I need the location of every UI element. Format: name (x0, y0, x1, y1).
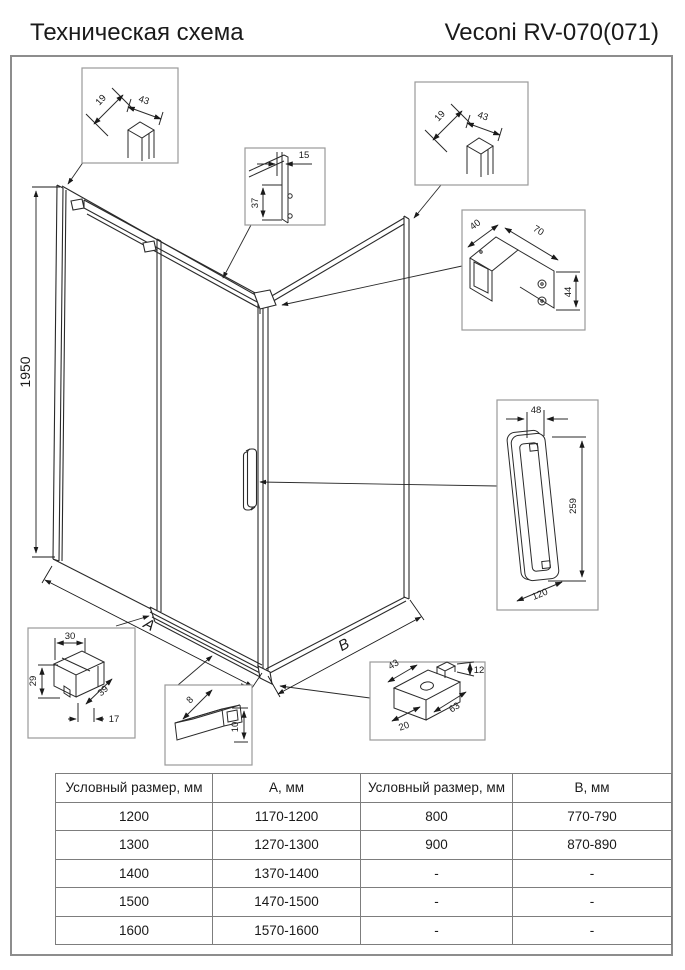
dim-a-label: A (140, 615, 158, 635)
corner-cap-top (254, 290, 276, 314)
dim-39-label: 39 (95, 683, 111, 699)
side-panel-top-edge (270, 218, 404, 303)
cell: 1270-1300 (213, 831, 361, 860)
dim-70-label: 70 (530, 223, 546, 239)
cell: 770-790 (513, 802, 672, 831)
main-dimensions (32, 187, 424, 697)
bottom-track (150, 607, 266, 680)
dim-b-label: B (335, 635, 353, 655)
cell: - (513, 859, 672, 888)
table-row (56, 916, 672, 945)
fixed-panel-bottom-edge (53, 559, 151, 609)
dim-1950-label: 1950 (17, 356, 33, 388)
table-header-row (56, 774, 672, 803)
cell: - (361, 888, 513, 917)
dim-20-label: 20 (397, 719, 411, 734)
frame-bottom-guide (370, 662, 485, 740)
cell: - (361, 916, 513, 945)
leader-magnet-profile-1 (178, 656, 212, 685)
cell: 1470-1500 (213, 888, 361, 917)
dim-15-label: 15 (298, 150, 310, 161)
wall-bracket-1 (71, 199, 84, 210)
dim-29-label: 29 (28, 675, 39, 687)
dim-48-label: 48 (530, 405, 542, 416)
cell: 1300 (56, 831, 213, 860)
dim-37-label: 37 (250, 197, 261, 209)
col-header-nominal-a: Условный размер, мм (56, 774, 213, 803)
main-enclosure (53, 185, 409, 684)
detail-frames (28, 68, 598, 765)
dim-19-label: 19 (93, 92, 109, 108)
cell: 1600 (56, 916, 213, 945)
cell: 800 (361, 802, 513, 831)
col-header-nominal-b: Условный размер, мм (361, 774, 513, 803)
left-wall-profile (53, 185, 66, 561)
wall-bracket-2 (143, 241, 156, 252)
top-rail (84, 197, 261, 308)
leader-lines (68, 161, 497, 698)
leader-glass-profile-left (68, 161, 84, 184)
corner-piece-bottom (258, 666, 272, 684)
leader-glass-profile-right (414, 185, 441, 218)
cell: - (513, 888, 672, 917)
dim-44-label: 44 (563, 286, 574, 298)
dim-40-label: 40 (467, 217, 484, 233)
dim-10-label: 10 (230, 721, 241, 733)
col-header-a: А, мм (213, 774, 361, 803)
table-row (56, 888, 672, 917)
side-wall-profile (404, 216, 409, 599)
cell: - (513, 916, 672, 945)
dim-43-label: 43 (137, 93, 151, 108)
dim-12-label: 12 (473, 665, 485, 676)
cell: 1400 (56, 859, 213, 888)
table-row (56, 802, 672, 831)
cell: 1570-1600 (213, 916, 361, 945)
cell: 1170-1200 (213, 802, 361, 831)
dim-259-label: 259 (568, 498, 579, 514)
dim-30-label: 30 (64, 631, 76, 642)
cell: 1500 (56, 888, 213, 917)
dim-8-label: 8 (184, 694, 196, 706)
leader-wall-profile (223, 225, 251, 278)
dim-17-label: 17 (108, 714, 120, 725)
model-title: Veconi RV-070(071) (444, 18, 659, 46)
col-header-b: В, мм (513, 774, 672, 803)
dim-63-label: 63 (447, 700, 463, 716)
frame-glass-profile-left (82, 68, 178, 163)
cell: 1200 (56, 802, 213, 831)
table-row (56, 831, 672, 860)
frame-glass-profile-right (415, 82, 528, 185)
dim-43g-label: 43 (386, 657, 402, 673)
leader-bottom-guide (280, 686, 370, 698)
cell: 900 (361, 831, 513, 860)
dim-120-label: 120 (530, 586, 550, 603)
leader-corner-bracket (282, 266, 462, 305)
corner-post (258, 296, 268, 672)
table-row (56, 859, 672, 888)
door-handle (244, 449, 257, 510)
cell: 1370-1400 (213, 859, 361, 888)
size-table (55, 773, 672, 945)
page-title: Техническая схема (30, 18, 244, 46)
cell: 870-890 (513, 831, 672, 860)
cell: - (361, 859, 513, 888)
door-left-edge (157, 239, 161, 612)
leader-handle (260, 482, 497, 486)
frame-wall-profile (245, 148, 325, 225)
